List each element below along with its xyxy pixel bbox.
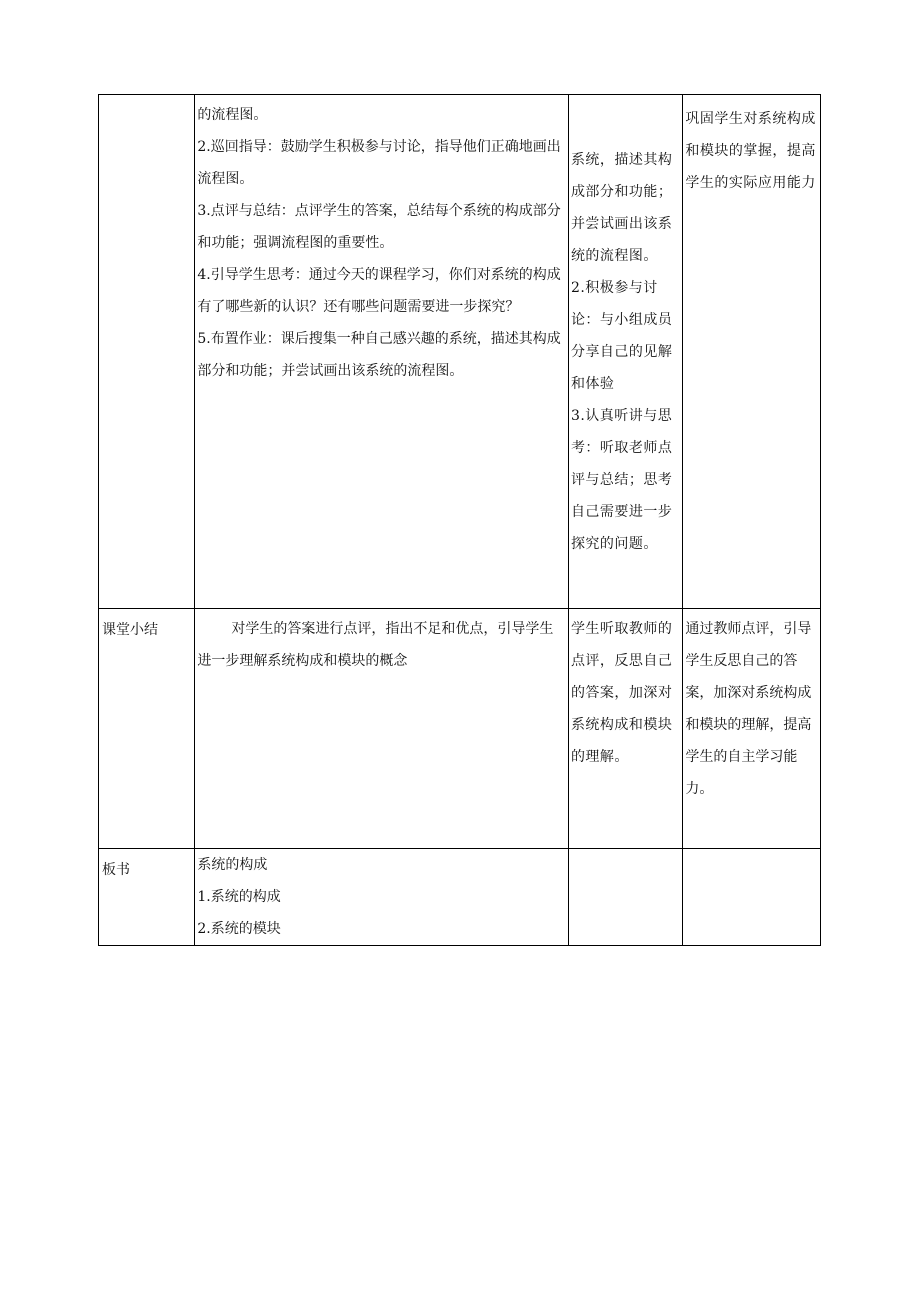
- row-label: [99, 95, 194, 103]
- student-activity-cell: [568, 609, 682, 849]
- blackboard-line: 系统的构成: [197, 857, 268, 873]
- teacher-step: 2.巡回指导：鼓励学生积极参与讨论，指导他们正确地画出流程图。: [197, 139, 561, 187]
- teacher-step: 的流程图。: [197, 107, 268, 123]
- teacher-step: 3.点评与总结：点评学生的答案，总结每个系统的构成部分和功能；强调流程图的重要性。: [197, 203, 561, 251]
- student-activity-cell: [568, 849, 682, 946]
- row-label: 板书: [102, 862, 130, 878]
- blackboard-line: 2.系统的模块: [197, 921, 281, 937]
- summary-text: 对学生的答案进行点评，指出不足和优点，引导学生进一步理解系统构成和模块的概念: [197, 621, 554, 669]
- teacher-step: 4.引导学生思考：通过今天的课程学习，你们对系统的构成有了哪些新的认识？还有哪些问题需要进一步探究？: [197, 267, 561, 315]
- table-row: [99, 95, 821, 609]
- row-label: 课堂小结: [102, 622, 158, 638]
- table-row: [99, 849, 821, 946]
- design-intent-cell: [683, 609, 821, 849]
- design-intent-text: 通过教师点评，引导学生反思自己的答案，加深对系统构成和模块的理解，提高学生的自主学习能力。: [685, 621, 812, 797]
- teacher-step: 5.布置作业：课后搜集一种自己感兴趣的系统，描述其构成部分和功能；并尝试画出该系统的流程图。: [197, 331, 561, 379]
- design-intent-text: 巩固学生对系统构成和模块的掌握，提高学生的实际应用能力: [685, 111, 816, 191]
- student-step: 2.积极参与讨论：与小组成员分享自己的见解和体验: [570, 280, 673, 392]
- teacher-activity-cell: [195, 609, 569, 849]
- teacher-activity-cell: [195, 95, 569, 609]
- design-intent-cell: [683, 95, 821, 609]
- student-step: 学生听取教师的点评，反思自己的答案，加深对系统构成和模块的理解。: [570, 621, 673, 765]
- blackboard-cell: [195, 849, 569, 946]
- row-label-cell: [99, 609, 195, 849]
- blackboard-line: 1.系统的构成: [197, 889, 281, 905]
- student-activity-cell: [568, 95, 682, 609]
- row-label-cell: [99, 849, 195, 946]
- lesson-plan-table: [98, 94, 821, 946]
- student-step: 3.认真听讲与思考：听取老师点评与总结；思考自己需要进一步探究的问题。: [570, 408, 673, 552]
- design-intent-cell: [683, 849, 821, 946]
- row-label-cell: [99, 95, 195, 609]
- table-row: [99, 609, 821, 849]
- student-step: 系统，描述其构成部分和功能；并尝试画出该系统的流程图。: [570, 152, 673, 264]
